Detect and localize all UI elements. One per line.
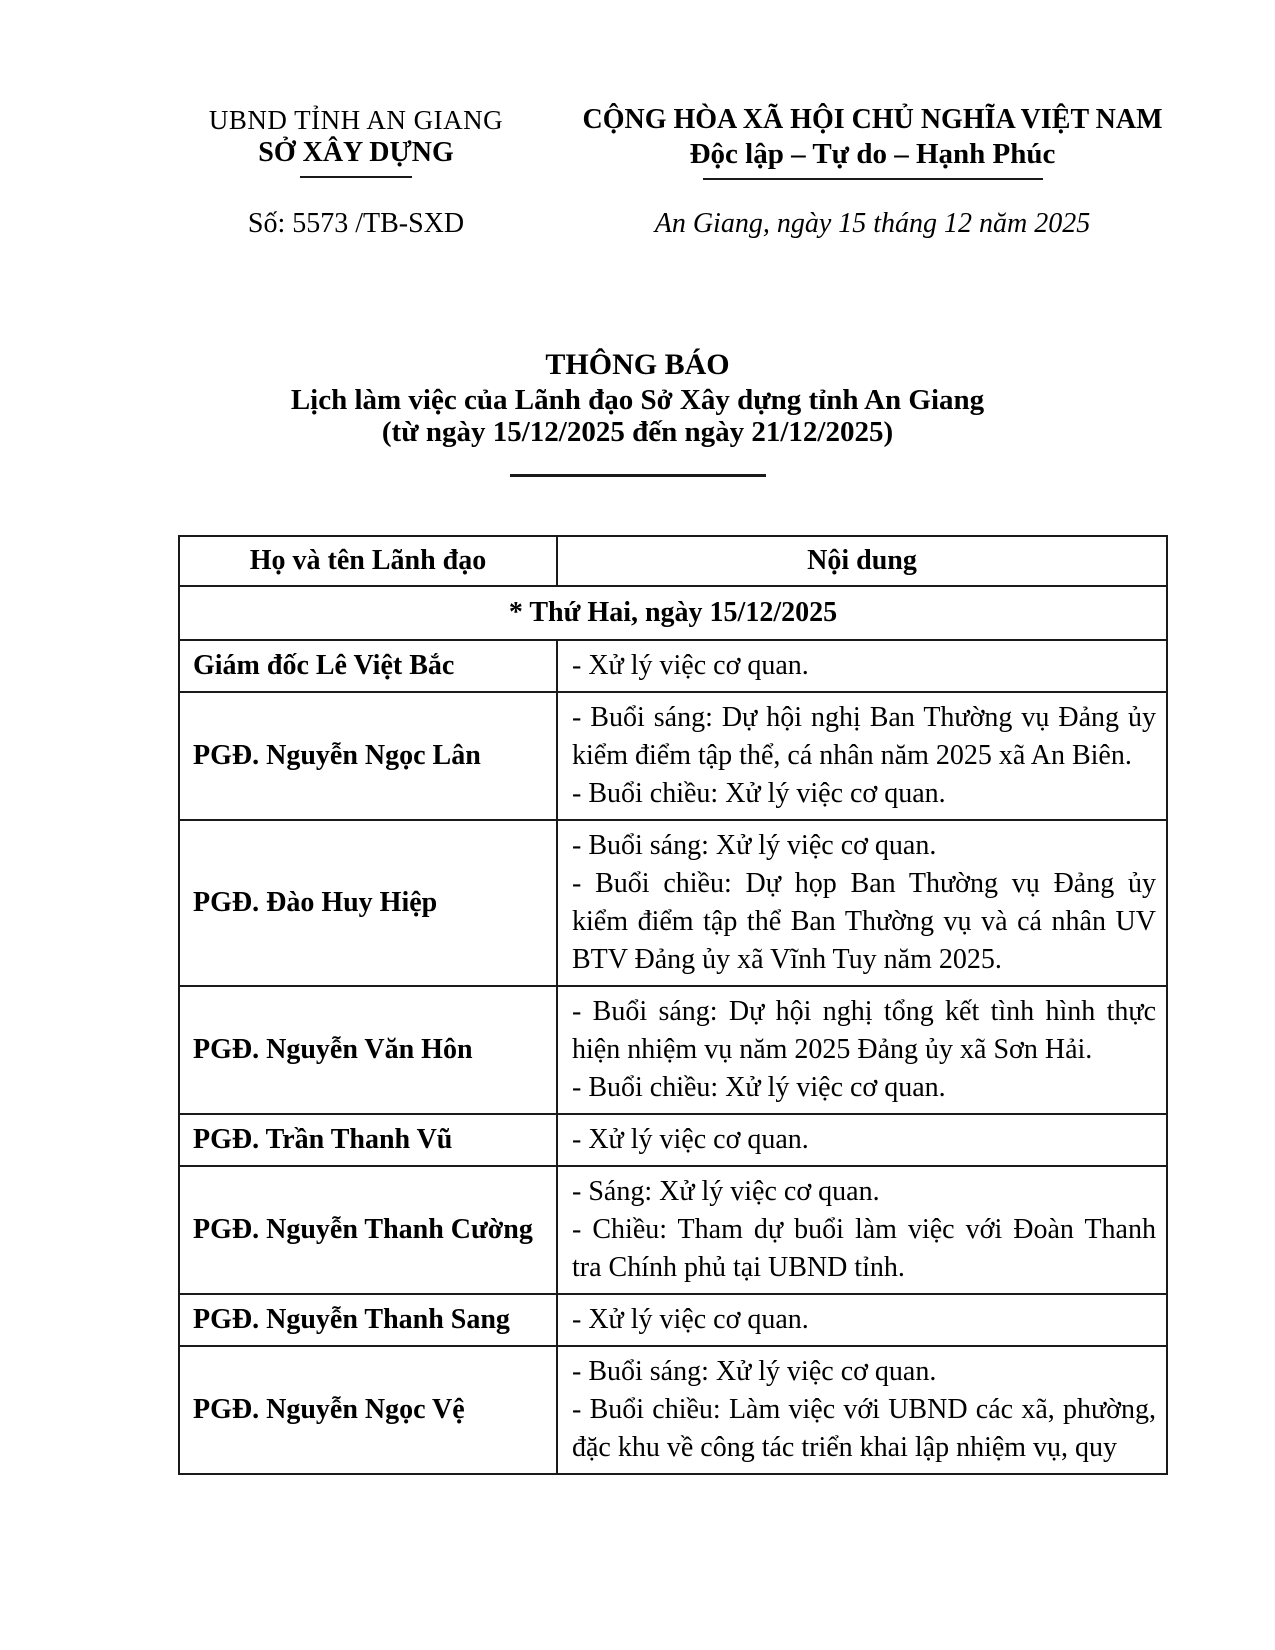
- column-header-name: Họ và tên Lãnh đạo: [179, 536, 557, 586]
- table-row: [179, 1294, 1167, 1346]
- day-header-row: [179, 586, 1167, 640]
- leader-name: PGĐ. Đào Huy Hiệp: [179, 820, 557, 986]
- document-header: [0, 0, 1275, 240]
- leader-name: PGĐ. Nguyễn Văn Hôn: [179, 986, 557, 1114]
- issuing-org-block: [170, 104, 542, 240]
- document-title-block: [0, 348, 1275, 477]
- table-header-row: [179, 536, 1167, 586]
- table-row: [179, 692, 1167, 820]
- schedule-item: - Buổi sáng: Dự hội nghị Ban Thường vụ Đảng ủy kiểm điểm tập thể, cá nhân năm 2025 xã An Biên.: [572, 702, 1156, 771]
- schedule-content: [557, 1114, 1167, 1166]
- schedule-item: - Xử lý việc cơ quan.: [572, 650, 809, 681]
- schedule-table: [178, 535, 1168, 1475]
- document-subject: Lịch làm việc của Lãnh đạo Sở Xây dựng tỉnh An Giang: [290, 384, 985, 416]
- schedule-content: [557, 986, 1167, 1114]
- national-motto-block: [560, 104, 1185, 240]
- leader-name: PGĐ. Trần Thanh Vũ: [179, 1114, 557, 1166]
- schedule-content: [557, 1346, 1167, 1474]
- schedule-content: [557, 640, 1167, 692]
- leader-name: PGĐ. Nguyễn Thanh Sang: [179, 1294, 557, 1346]
- leader-name: Giám đốc Lê Việt Bắc: [179, 640, 557, 692]
- motto-divider: [703, 178, 1043, 180]
- table-row: [179, 1346, 1167, 1474]
- schedule-item: - Buổi chiều: Xử lý việc cơ quan.: [572, 778, 946, 809]
- day-header: * Thứ Hai, ngày 15/12/2025: [179, 586, 1167, 640]
- leader-name: PGĐ. Nguyễn Ngọc Lân: [179, 692, 557, 820]
- org-parent-name: UBND TỈNH AN GIANG: [208, 105, 504, 135]
- table-row: [179, 640, 1167, 692]
- schedule-item: - Chiều: Tham dự buổi làm việc với Đoàn Thanh tra Chính phủ tại UBND tỉnh.: [572, 1214, 1156, 1283]
- schedule-item: - Buổi sáng: Xử lý việc cơ quan.: [572, 1356, 937, 1387]
- table-row: [179, 1166, 1167, 1294]
- leader-name: PGĐ. Nguyễn Ngọc Vệ: [179, 1346, 557, 1474]
- document-number: Số: 5573 /TB-SXD: [247, 208, 465, 239]
- leader-name: PGĐ. Nguyễn Thanh Cường: [179, 1166, 557, 1294]
- schedule-content: [557, 820, 1167, 986]
- place-date-line: An Giang, ngày 15 tháng 12 năm 2025: [654, 208, 1091, 239]
- table-row: [179, 986, 1167, 1114]
- org-divider: [300, 176, 412, 178]
- schedule-item: - Buổi sáng: Xử lý việc cơ quan.: [572, 830, 937, 861]
- schedule-item: - Xử lý việc cơ quan.: [572, 1124, 809, 1155]
- schedule-item: - Buổi sáng: Dự hội nghị tổng kết tình hình thực hiện nhiệm vụ năm 2025 Đảng ủy xã Sơn Hải.: [572, 996, 1156, 1065]
- column-header-content: Nội dung: [557, 536, 1167, 586]
- schedule-item: - Xử lý việc cơ quan.: [572, 1304, 809, 1335]
- table-row: [179, 1114, 1167, 1166]
- national-motto: Độc lập – Tự do – Hạnh Phúc: [689, 138, 1056, 170]
- national-title: CỘNG HÒA XÃ HỘI CHỦ NGHĨA VIỆT NAM: [582, 104, 1163, 135]
- schedule-content: [557, 692, 1167, 820]
- schedule-item: - Buổi chiều: Dự họp Ban Thường vụ Đảng ủy kiểm điểm tập thể Ban Thường vụ và cá nhân UV BTV Đảng ủy xã Vĩnh Tuy năm 2025.: [572, 868, 1156, 975]
- schedule-item: - Buổi chiều: Xử lý việc cơ quan.: [572, 1072, 946, 1103]
- title-divider: [510, 474, 766, 477]
- document-type-title: THÔNG BÁO: [545, 348, 730, 381]
- schedule-content: [557, 1294, 1167, 1346]
- table-row: [179, 820, 1167, 986]
- document-date-range: (từ ngày 15/12/2025 đến ngày 21/12/2025): [381, 416, 894, 448]
- org-name: SỞ XÂY DỰNG: [258, 137, 454, 168]
- schedule-content: [557, 1166, 1167, 1294]
- schedule-item: - Sáng: Xử lý việc cơ quan.: [572, 1176, 880, 1207]
- schedule-item: - Buổi chiều: Làm việc với UBND các xã, phường, đặc khu về công tác triển khai lập nhiệm vụ, quy: [572, 1394, 1156, 1463]
